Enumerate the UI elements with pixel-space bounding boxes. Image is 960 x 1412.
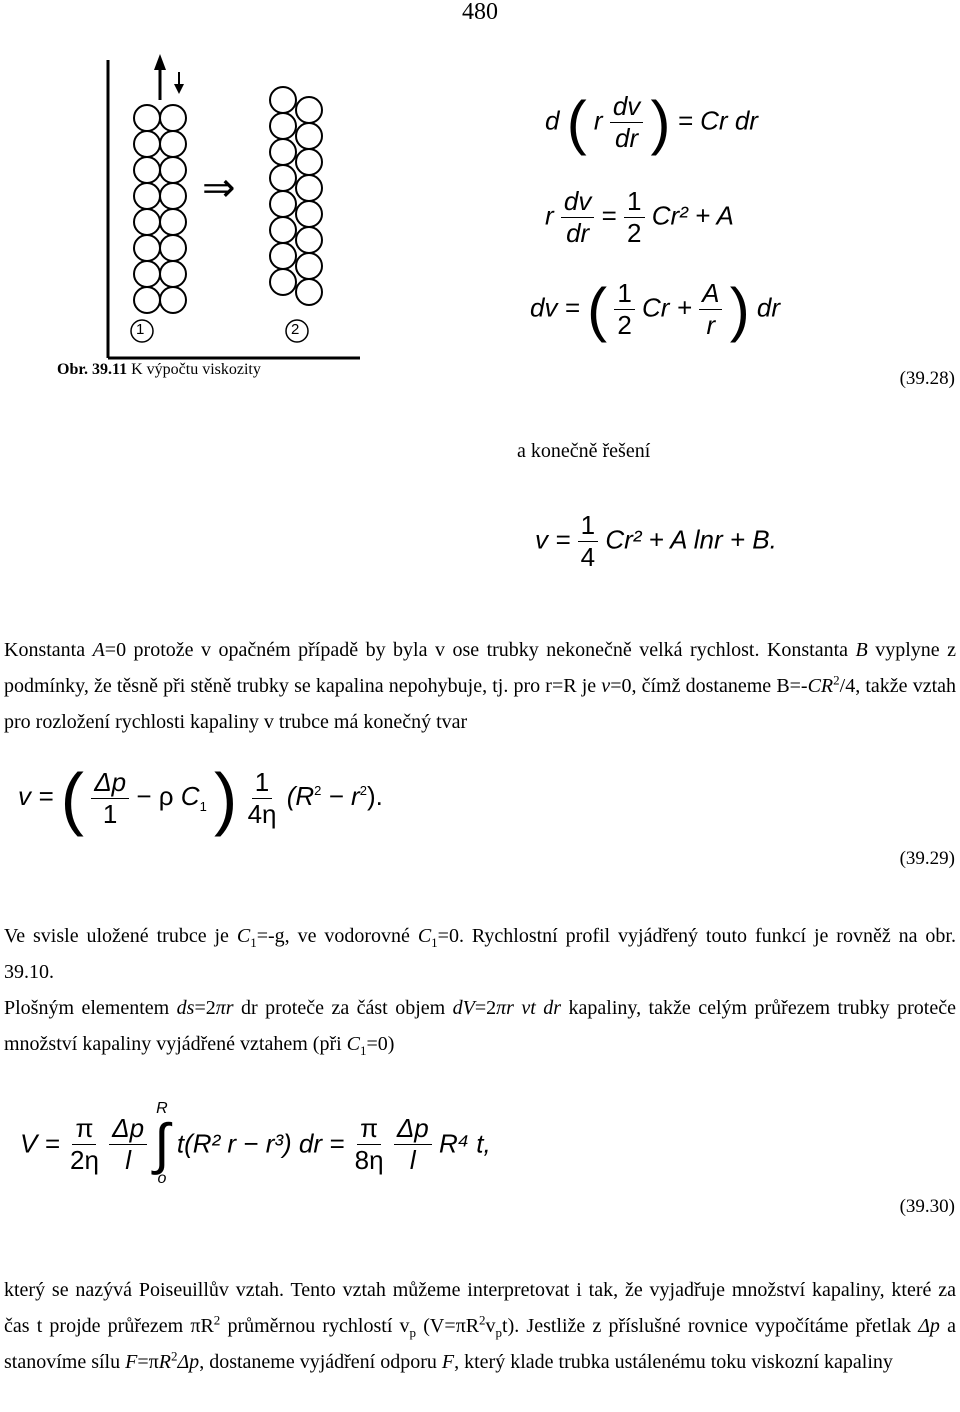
page-number: 480 — [462, 0, 498, 25]
eq-rhs: Cr² + A — [651, 200, 734, 231]
eq-mid: Cr + — [642, 292, 692, 323]
eq-sign: = — [601, 200, 617, 231]
eq-rhs: = Cr dr — [677, 105, 758, 136]
fraction: $\frac{\pi}{2\eta}$ — [69, 1112, 99, 1175]
paragraph-4: který se nazývá Poiseuillův vztah. Tento vztah můžeme interpretovat i tak, že vyjadřuje množství kapaliny, které za čas t projde průřezem $\pi R^2$ průměrnou rychlostí $v_p$ $(V=\pi R^2v_pt)$. Jestliže z příslušné rovnice vypočítáme přetlak Δp a stanovíme sílu $F=\pi R^2\Delta p$, dostaneme vyjádření odporu F, který klade trubka ustálenému toku viskozní kapaliny — [4, 1279, 956, 1373]
fraction: $\frac{dv}{dr}$ — [610, 91, 643, 154]
eq-lhs: v = — [18, 780, 54, 811]
eq28-line2 — [545, 186, 734, 249]
eq-lhs: v = — [535, 524, 571, 555]
eq-final — [535, 510, 777, 573]
equation-number-39-29: (39.29) — [899, 848, 955, 869]
label-2: 2 — [291, 321, 300, 338]
paragraph-1: Konstanta A=0 protože v opačném případě by byla v ose trubky nekonečně velká rychlost. Konstanta B vyplyne z podmínky, že těsně při stěně trubky se kapalina nepohybuje, tj. pro r=R je v=0, čímž dostaneme $B=-CR^2/4$, takže vztah pro rozložení rychlosti kapaliny v trubce má konečný tvar — [4, 639, 957, 733]
fraction: $\frac{\pi}{8\eta}$ — [354, 1112, 384, 1175]
caption-label: Obr. 39.11 — [57, 361, 128, 378]
equation-number-39-28: (39.28) — [899, 368, 955, 389]
fraction: $\frac{1}{2}$ — [614, 278, 634, 341]
shift-arrow-icon: ⇒ — [202, 165, 236, 210]
fraction: $\frac{1}{4}$ — [578, 510, 598, 573]
equation-number-39-30: (39.30) — [899, 1196, 955, 1217]
fraction: $\frac{\Delta p}{1}$ — [91, 767, 129, 830]
label-1: 1 — [136, 321, 145, 338]
circles-column-2 — [270, 87, 322, 305]
eq-symbol: r — [545, 200, 554, 231]
fraction: $\frac{dv}{dr}$ — [561, 186, 594, 249]
figure — [60, 40, 380, 360]
eq29: v = ( $\frac{\Delta p}{1}$ − ρ $C_1$ ) $\frac{1}{4\eta}$ $(R^2 - r^2)$. — [18, 759, 383, 837]
paragraph-2: Ve svisle uložené trubce je $C_1=-g$, ve vodorovné $C_1=0$. Rychlostní profil vyjádřený touto funkcí je rovněž na obr. 39.10. — [4, 925, 956, 983]
eq-rhs: dr — [756, 292, 781, 323]
text-final-solution: a konečně řešení — [517, 440, 651, 462]
paragraph-3: Plošným elementem ds=2πr dr proteče za část objem dV=2πr vt dr kapaliny, takže celým průřezem trubky proteče množství kapaliny vyjádřené vztahem (při $C_1=0$) — [4, 997, 956, 1058]
integral: R ∫ o — [154, 1100, 170, 1187]
eq-lhs: dv = — [530, 292, 580, 323]
figure-caption — [57, 361, 261, 379]
fraction: $\frac{\Delta p}{l}$ — [394, 1113, 432, 1176]
eq-rhs: Cr² + A lnr + B. — [605, 524, 777, 555]
circles-column-1 — [134, 105, 186, 313]
eq30: V = $\frac{\pi}{2\eta}$ $\frac{\Delta p}{l}$ R ∫ o t(R² r − r³) dr = $\frac{\pi}{8\eta}$ $\frac{\Delta p}{l}$ R⁴ t, — [20, 1100, 491, 1187]
eq28-line3: dv = ( $\frac{1}{2}$ Cr + $\frac{A}{r}$ ) dr — [530, 276, 781, 343]
fraction: $\frac{A}{r}$ — [699, 278, 722, 341]
caption-text: K výpočtu viskozity — [127, 361, 261, 378]
eq-lhs: V = — [20, 1128, 60, 1159]
fraction: $\frac{\Delta p}{l}$ — [109, 1113, 147, 1176]
eq28-line1: d ( r $\frac{dv}{dr}$ ) = Cr dr — [545, 89, 758, 156]
fraction: $\frac{1}{4\eta}$ — [247, 766, 277, 829]
eq-symbol: r — [593, 105, 603, 136]
eq-symbol: d — [545, 105, 560, 136]
fraction: $\frac{1}{2}$ — [624, 186, 644, 249]
